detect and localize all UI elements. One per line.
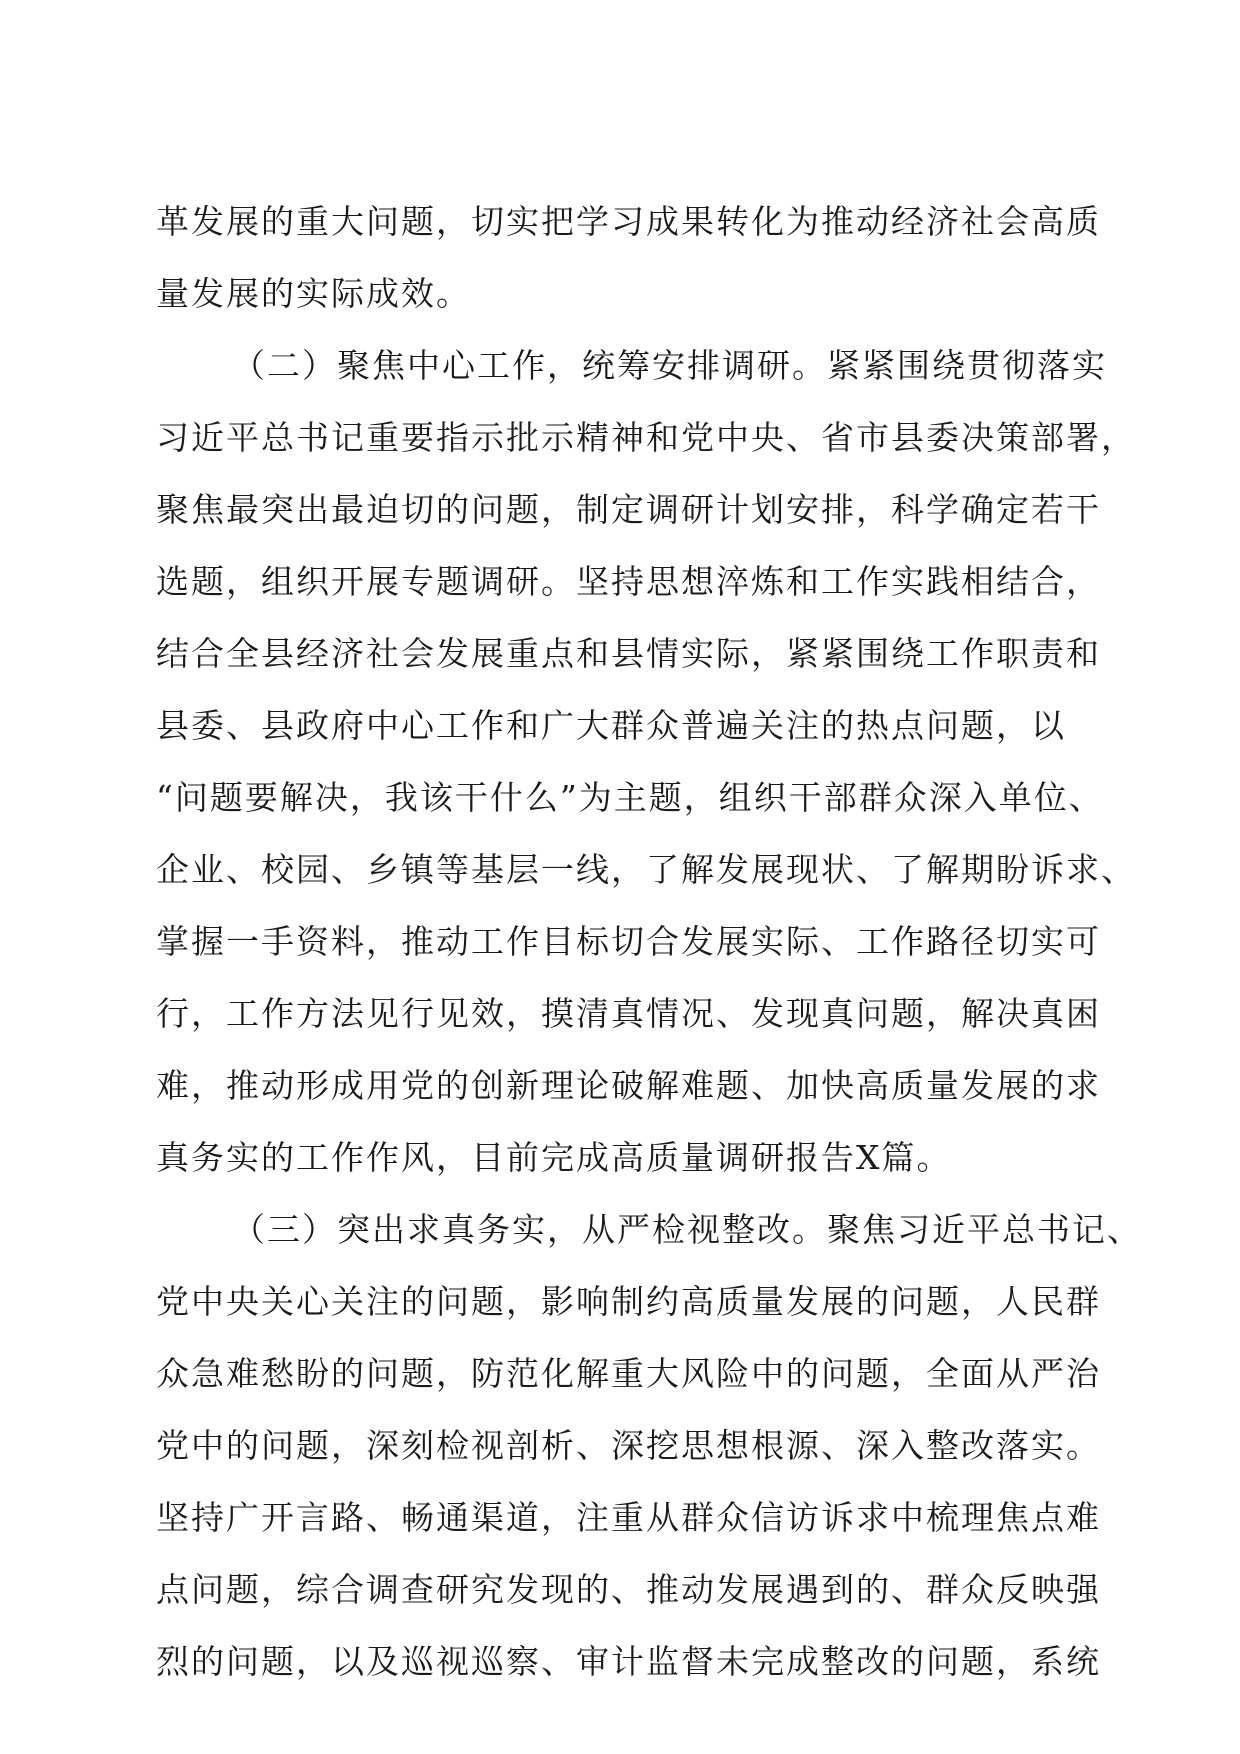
text-line: 点问题，综合调查研究发现的、推动发展遇到的、群众反映强 xyxy=(156,1570,1101,1609)
text-line: 党中的问题，深刻检视剖析、深挖思想根源、深入整改落实。 xyxy=(156,1426,1101,1465)
text-line: 真务实的工作作风，目前完成高质量调研报告X篇。 xyxy=(156,1138,952,1177)
text-line: 行，工作方法见行见效，摸清真情况、发现真问题，解决真困 xyxy=(156,994,1101,1033)
text-line: 结合全县经济社会发展重点和县情实际，紧紧围绕工作职责和 xyxy=(156,634,1101,673)
text-line: 选题，组织开展专题调研。坚持思想淬炼和工作实践相结合， xyxy=(156,562,1101,601)
text-line: 烈的问题，以及巡视巡察、审计监督未完成整改的问题，系统 xyxy=(156,1642,1101,1681)
text-line: 难，推动形成用党的创新理论破解难题、加快高质量发展的求 xyxy=(156,1066,1101,1105)
text-line: 众急难愁盼的问题，防范化解重大风险中的问题，全面从严治 xyxy=(156,1354,1101,1393)
text-line: 坚持广开言路、畅通渠道，注重从群众信访诉求中梳理焦点难 xyxy=(156,1498,1101,1537)
text-line: 革发展的重大问题，切实把学习成果转化为推动经济社会高质 xyxy=(156,202,1101,241)
text-line: 企业、校园、乡镇等基层一线，了解发展现状、了解期盼诉求、 xyxy=(156,850,1136,889)
text-line: 习近平总书记重要指示批示精神和党中央、省市县委决策部署， xyxy=(156,418,1136,457)
text-line: 量发展的实际成效。 xyxy=(156,274,471,313)
text-line: 掌握一手资料，推动工作目标切合发展实际、工作路径切实可 xyxy=(156,922,1101,961)
section-heading-line: （二）聚焦中心工作，统筹安排调研。紧紧围绕贯彻落实 xyxy=(232,346,1107,385)
body-text xyxy=(156,186,1142,1698)
section-heading-line: （三）突出求真务实，从严检视整改。聚焦习近平总书记、 xyxy=(232,1210,1142,1249)
text-line: “问题要解决，我该干什么”为主题，组织干部群众深入单位、 xyxy=(156,778,1104,817)
text-line: 聚焦最突出最迫切的问题，制定调研计划安排，科学确定若干 xyxy=(156,490,1101,529)
text-line: 县委、县政府中心工作和广大群众普遍关注的热点问题，以 xyxy=(156,706,1066,745)
text-line: 党中央关心关注的问题，影响制约高质量发展的问题，人民群 xyxy=(156,1282,1101,1321)
